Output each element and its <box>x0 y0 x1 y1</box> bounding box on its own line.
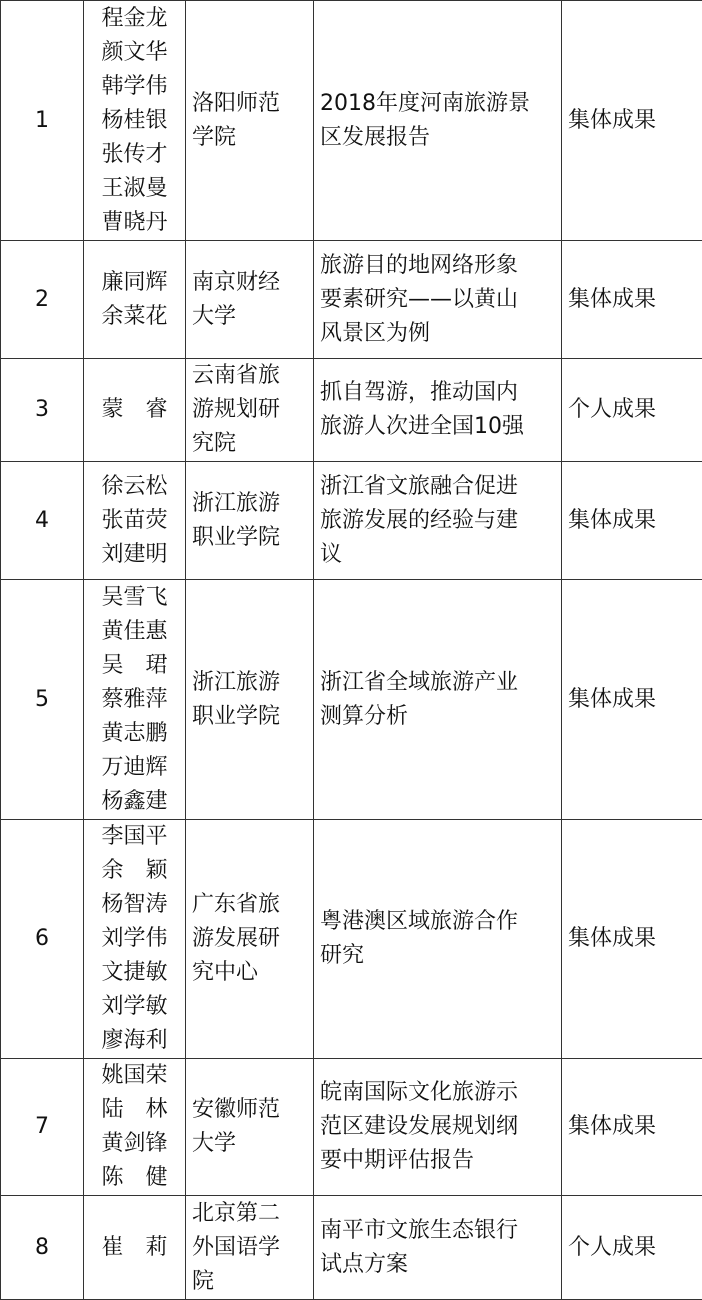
authors-cell <box>84 580 186 820</box>
table-row <box>1 1 702 241</box>
authors-cell <box>84 241 186 359</box>
title-line: 测算分析 <box>320 703 409 729</box>
title-cell <box>314 241 562 359</box>
title-line: 研究 <box>320 943 365 968</box>
institution-line: 广东省旅 <box>192 892 281 917</box>
author-name: 刘学敏 <box>101 994 168 1019</box>
institution-cell <box>186 580 314 820</box>
institution-line: 大学 <box>192 1131 237 1156</box>
title-line: 旅游发展的经验与建 <box>320 507 519 533</box>
institution-line: 职业学院 <box>192 703 281 729</box>
institution-cell <box>186 462 314 580</box>
author-name: 廖海利 <box>101 1028 168 1053</box>
title-cell <box>314 462 562 580</box>
author-name: 黄志鹏 <box>101 720 168 746</box>
authors-cell <box>84 462 186 580</box>
title-cell <box>314 1059 562 1196</box>
institution-line: 学院 <box>192 124 237 150</box>
author-name: 吴雪飞 <box>101 584 168 610</box>
author-name: 韩学伟 <box>101 73 168 99</box>
title-line: 浙江省全域旅游产业 <box>320 669 519 695</box>
author-name: 崔 莉 <box>101 1234 168 1260</box>
institution-line: 云南省旅 <box>192 363 281 388</box>
row-number: 8 <box>1 1196 84 1300</box>
institution-line: 院 <box>192 1268 215 1294</box>
author-name: 徐云松 <box>101 473 168 499</box>
title-line: 要素研究——以黄山 <box>320 286 519 312</box>
result-type-cell: 集体成果 <box>562 820 702 1059</box>
result-type-cell: 集体成果 <box>562 1059 702 1196</box>
author-name: 蒙 睿 <box>101 397 168 422</box>
title-line: 2018年度河南旅游景 <box>320 90 530 116</box>
title-line: 南平市文旅生态银行 <box>320 1217 519 1243</box>
institution-line: 究院 <box>192 431 237 456</box>
result-type-cell: 个人成果 <box>562 359 702 462</box>
authors-cell <box>84 820 186 1059</box>
authors-cell <box>84 1 186 241</box>
author-name: 程金龙 <box>101 5 168 31</box>
author-name: 李国平 <box>101 824 168 849</box>
institution-line: 外国语学 <box>192 1234 281 1260</box>
author-name: 文捷敏 <box>101 960 168 985</box>
author-name: 王淑曼 <box>101 175 168 201</box>
table-row <box>1 1196 702 1300</box>
title-line: 区发展报告 <box>320 124 431 150</box>
author-name: 陈 健 <box>101 1165 168 1190</box>
institution-line: 南京财经 <box>192 269 281 295</box>
result-type-cell: 集体成果 <box>562 241 702 359</box>
title-line: 粤港澳区域旅游合作 <box>320 909 519 934</box>
row-number: 5 <box>1 580 84 820</box>
author-name: 蔡雅萍 <box>101 686 168 712</box>
author-name: 姚国荣 <box>101 1063 168 1088</box>
row-number: 3 <box>1 359 84 462</box>
title-line: 要中期评估报告 <box>320 1148 475 1173</box>
institution-cell <box>186 1059 314 1196</box>
title-line: 抓自驾游，推动国内 <box>320 380 519 405</box>
row-number: 4 <box>1 462 84 580</box>
author-name: 杨智涛 <box>101 892 168 917</box>
author-name: 黄剑锋 <box>101 1131 168 1156</box>
title-cell <box>314 820 562 1059</box>
result-type-cell: 集体成果 <box>562 462 702 580</box>
author-name: 黄佳惠 <box>101 618 168 644</box>
institution-line: 究中心 <box>192 960 259 985</box>
title-line: 议 <box>320 541 343 567</box>
row-number: 2 <box>1 241 84 359</box>
institution-cell <box>186 1 314 241</box>
table-row <box>1 241 702 359</box>
table-row <box>1 1059 702 1196</box>
institution-line: 职业学院 <box>192 524 281 550</box>
author-name: 万迪辉 <box>101 754 168 780</box>
institution-line: 浙江旅游 <box>192 669 281 695</box>
row-number: 7 <box>1 1059 84 1196</box>
author-name: 杨鑫建 <box>101 788 168 814</box>
title-line: 试点方案 <box>320 1251 409 1277</box>
author-name: 张传才 <box>101 141 168 167</box>
author-name: 刘建明 <box>101 541 168 567</box>
institution-line: 游发展研 <box>192 926 281 951</box>
row-number: 1 <box>1 1 84 241</box>
institution-line: 北京第二 <box>192 1200 281 1226</box>
title-line: 旅游目的地网络形象 <box>320 252 519 278</box>
title-cell <box>314 359 562 462</box>
author-name: 廉同辉 <box>101 269 168 295</box>
institution-cell <box>186 820 314 1059</box>
authors-cell <box>84 1059 186 1196</box>
author-name: 余菜花 <box>101 303 168 329</box>
table-row <box>1 359 702 462</box>
institution-line: 大学 <box>192 303 237 329</box>
authors-cell <box>84 359 186 462</box>
author-name: 曹晓丹 <box>101 209 168 235</box>
institution-cell <box>186 359 314 462</box>
title-cell <box>314 580 562 820</box>
institution-line: 游规划研 <box>192 397 281 422</box>
result-type-cell: 个人成果 <box>562 1196 702 1300</box>
author-name: 吴 珺 <box>101 652 168 678</box>
author-name: 张苗荧 <box>101 507 168 533</box>
author-name: 刘学伟 <box>101 926 168 951</box>
institution-line: 安徽师范 <box>192 1097 281 1122</box>
author-name: 余 颖 <box>101 858 168 883</box>
title-line: 浙江省文旅融合促进 <box>320 473 519 499</box>
authors-cell <box>84 1196 186 1300</box>
institution-cell <box>186 1196 314 1300</box>
institution-line: 洛阳师范 <box>192 90 281 116</box>
table-row <box>1 462 702 580</box>
author-name: 杨桂银 <box>101 107 168 133</box>
table-body <box>1 1 702 1300</box>
title-line: 范区建设发展规划纲 <box>320 1114 519 1139</box>
table-row <box>1 580 702 820</box>
title-line: 风景区为例 <box>320 320 431 346</box>
author-name: 颜文华 <box>101 39 168 65</box>
title-cell <box>314 1196 562 1300</box>
title-line: 皖南国际文化旅游示 <box>320 1080 519 1105</box>
title-cell <box>314 1 562 241</box>
result-type-cell: 集体成果 <box>562 580 702 820</box>
result-type-cell: 集体成果 <box>562 1 702 241</box>
table-row <box>1 820 702 1059</box>
institution-line: 浙江旅游 <box>192 490 281 516</box>
row-number: 6 <box>1 820 84 1059</box>
institution-cell <box>186 241 314 359</box>
title-line: 旅游人次进全国10强 <box>320 414 524 439</box>
author-name: 陆 林 <box>101 1097 168 1122</box>
